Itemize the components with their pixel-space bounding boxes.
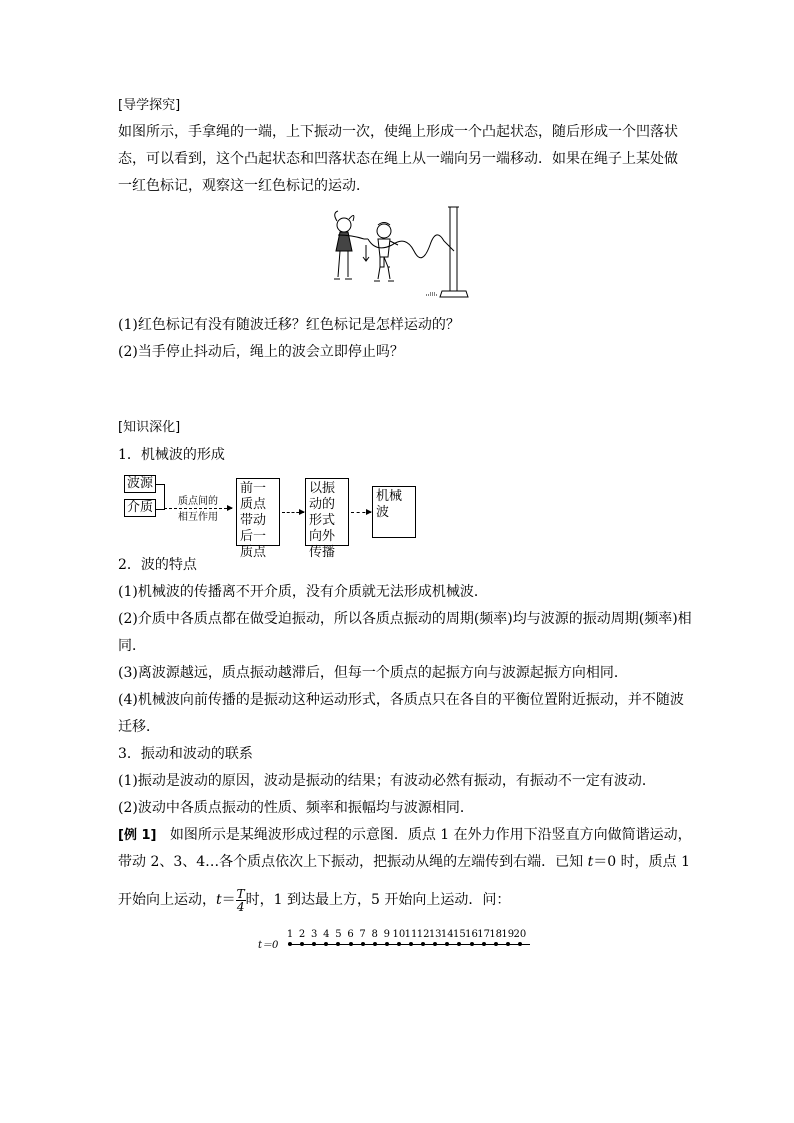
- rope-points-diagram: [258, 930, 538, 960]
- point-label-1: 1: [286, 929, 294, 940]
- point-dot-12: [421, 942, 425, 946]
- guide-paragraph-line: 如图所示，手拿绳的一端，上下振动一次，使绳上形成一个凸起状态，随后形成一个凹落状: [118, 124, 678, 140]
- feature-2-cont: 同．: [118, 638, 146, 654]
- example-line: [118, 825, 692, 846]
- example-text: 带动 2、3、4…各个质点依次上下振动，把振动从绳的左端传到右端．已知: [118, 854, 588, 870]
- time-var: t: [587, 854, 594, 870]
- example-text: 如图所示是某绳波形成过程的示意图．质点 1 在外力作用下沿竖直方向做简谐运动，: [169, 827, 692, 843]
- point-dot-16: [470, 942, 474, 946]
- rope-wave-illustration: [326, 205, 474, 301]
- example-text: 开始向上运动，: [118, 892, 216, 908]
- example-text: 时，1 到达最上方，5 开始向上运动．问：: [245, 892, 511, 908]
- time-var: t: [216, 892, 222, 908]
- example-text: ＝0 时，质点 1: [593, 854, 690, 870]
- flow-box-1: 前一质点带动后一质点: [236, 478, 280, 546]
- source-box: 波源: [124, 475, 156, 493]
- guide-paragraph-line: 一红色标记，观察这一红色标记的运动．: [118, 178, 370, 194]
- point-label-13: 13: [428, 929, 442, 940]
- point-label-15: 15: [453, 929, 466, 940]
- point-layer: [258, 930, 538, 960]
- point-label-8: 8: [371, 929, 378, 940]
- point-label-19: 19: [501, 929, 515, 940]
- flow-arrow: [164, 508, 232, 509]
- point-label-5: 5: [335, 929, 342, 940]
- point-label-6: 6: [347, 929, 354, 940]
- point-label-14: 14: [440, 929, 454, 940]
- point-label-2: 2: [298, 929, 306, 940]
- equals-sign: ＝: [221, 892, 236, 908]
- point-dot-13: [433, 942, 437, 946]
- flow-box-2: 以振动的形式向外传播: [305, 478, 349, 546]
- fraction-denominator: 4: [236, 899, 245, 914]
- point-dot-7: [361, 942, 365, 946]
- section-3-title: 3．振动和波动的联系: [118, 746, 253, 762]
- example-label: [例 1]: [118, 828, 157, 843]
- point-dot-17: [482, 942, 486, 946]
- point-dot-4: [324, 942, 328, 946]
- point-dot-18: [494, 942, 498, 946]
- bracket: [156, 484, 165, 510]
- point-dot-5: [336, 942, 340, 946]
- feature-4: (4)机械波向前传播的是振动这种运动形式，各质点只在各自的平衡位置附近振动，并不随波: [118, 692, 684, 708]
- point-dot-8: [373, 942, 377, 946]
- section-2-title: 2．波的特点: [118, 557, 197, 573]
- point-label-7: 7: [359, 929, 366, 940]
- point-dot-1: [288, 942, 292, 946]
- time-zero-label: t＝0: [258, 940, 279, 951]
- relation-2: (2)波动中各质点振动的性质、频率和振幅均与波源相同．: [118, 800, 474, 816]
- section-1-title: 1．机械波的形成: [118, 447, 225, 463]
- flow-box-3: 机械波: [372, 486, 416, 538]
- fraction-numerator: T: [236, 886, 245, 901]
- point-label-17: 17: [477, 929, 490, 940]
- arrow-label: 质点间的: [178, 496, 218, 507]
- fraction-T-over-4: [236, 888, 246, 913]
- point-dot-14: [445, 942, 449, 946]
- example-line: [118, 852, 690, 872]
- flow-arrow: [351, 512, 371, 513]
- feature-2: (2)介质中各质点都在做受迫振动，所以各质点振动的周期(频率)均与波源的振动周期(频率)相: [118, 611, 692, 627]
- point-label-10: 10: [392, 929, 406, 940]
- point-dot-11: [409, 942, 413, 946]
- point-label-11: 11: [404, 929, 418, 940]
- arrow-label: 相互作用: [178, 512, 218, 523]
- guide-paragraph-line: 态，可以看到，这个凸起状态和凹落状态在绳上从一端向另一端移动．如果在绳子上某处做: [118, 151, 678, 167]
- point-label-9: 9: [383, 929, 390, 940]
- flow-arrow: [282, 512, 304, 513]
- medium-box: 介质: [124, 499, 156, 517]
- question-1: (1)红色标记有没有随波迁移？红色标记是怎样运动的？: [118, 317, 460, 333]
- point-dot-6: [349, 942, 353, 946]
- feature-3: (3)离波源越远，质点振动越滞后，但每一个质点的起振方向与波源起振方向相同．: [118, 665, 628, 681]
- point-label-20: 20: [513, 929, 527, 940]
- point-label-16: 16: [465, 929, 478, 940]
- example-line: [118, 884, 510, 916]
- point-label-3: 3: [311, 929, 318, 940]
- point-dot-2: [300, 942, 304, 946]
- guide-heading: [导学探究]: [118, 98, 181, 113]
- question-2: (2)当手停止抖动后，绳上的波会立即停止吗？: [118, 344, 404, 360]
- relation-1: (1)振动是波动的原因，波动是振动的结果；有波动必然有振动，有振动不一定有波动．: [118, 773, 656, 789]
- point-label-12: 12: [416, 929, 430, 940]
- point-label-18: 18: [489, 929, 503, 940]
- knowledge-heading: [知识深化]: [118, 420, 181, 435]
- feature-4-cont: 迁移．: [118, 719, 160, 735]
- feature-1: (1)机械波的传播离不开介质，没有介质就无法形成机械波．: [118, 584, 488, 600]
- point-dot-15: [457, 942, 461, 946]
- point-dot-10: [397, 942, 401, 946]
- point-dot-3: [312, 942, 316, 946]
- point-dot-9: [385, 942, 389, 946]
- point-dot-19: [506, 942, 510, 946]
- point-dot-20: [518, 942, 522, 946]
- point-label-4: 4: [323, 929, 330, 940]
